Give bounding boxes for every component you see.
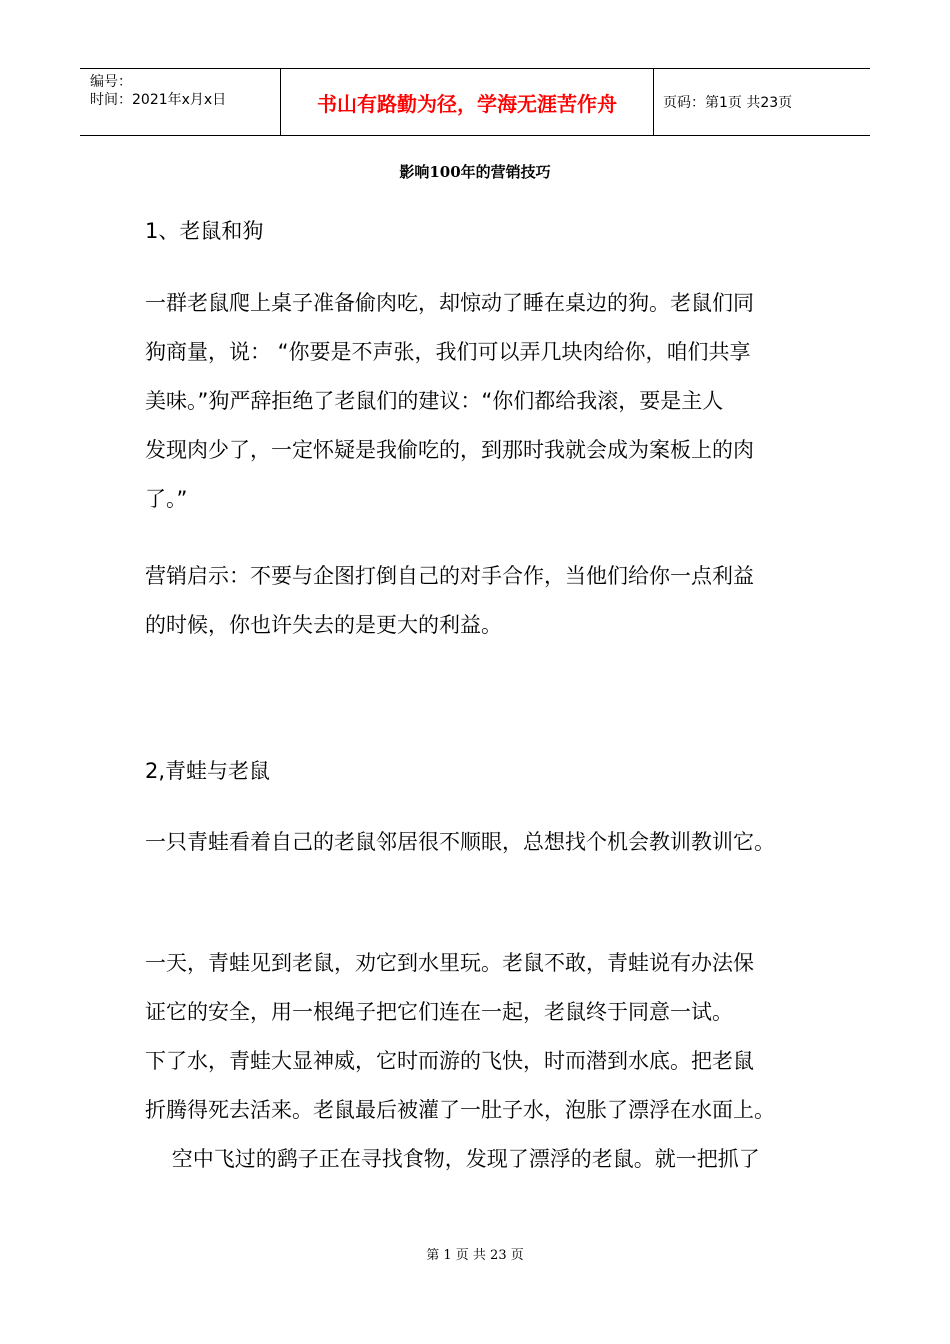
time-label: 时间：2021年x月x日 [90,92,227,108]
header-meta [80,69,281,135]
section-1-story [145,279,815,524]
story-line: 证它的安全，用一根绳子把它们连在一起，老鼠终于同意一试。 [145,1000,733,1024]
number-label: 编号： [90,74,132,90]
story-line: 空中飞过的鹞子正在寻找食物，发现了漂浮的老鼠。就一把抓了 [145,1147,760,1171]
insight-line: 的时候，你也许失去的是更大的利益。 [145,613,502,637]
story-line: 美味。”狗严辞拒绝了老鼠们的建议：“你们都给我滚，要是主人 [145,389,724,413]
page-footer: 第 1 页 共 23 页 [426,1248,524,1263]
story-line: 折腾得死去活来。老鼠最后被灌了一肚子水，泡胀了漂浮在水面上。 [145,1098,775,1122]
document-title: 影响100年的营销技巧 [399,163,551,181]
insight-line: 营销启示：不要与企图打倒自己的对手合作，当他们给你一点利益 [145,564,754,588]
header-motto: 书山有路勤为径，学海无涯苦作舟 [281,69,654,135]
story-line: 一群老鼠爬上桌子准备偷肉吃，却惊动了睡在桌边的狗。老鼠们同 [145,291,754,315]
section-2-intro [145,818,815,867]
section-2-story [145,939,815,1184]
intro-line: 一只青蛙看着自己的老鼠邻居很不顺眼，总想找个机会教训教训它。 [145,830,775,854]
story-line: 下了水，青蛙大显神威，它时而游的飞快，时而潜到水底。把老鼠 [145,1049,754,1073]
header-page-info: 页码：第1页 共23页 [663,95,793,111]
section-2-heading: 2,青蛙与老鼠 [145,759,271,783]
section-1-insight [145,552,815,650]
story-line: 一天，青蛙见到老鼠，劝它到水里玩。老鼠不敢，青蛙说有办法保 [145,951,754,975]
page-header [80,68,870,136]
story-line: 发现肉少了，一定怀疑是我偷吃的，到那时我就会成为案板上的肉 [145,438,754,462]
section-1-heading: 1、老鼠和狗 [145,219,264,243]
story-line: 了。” [145,487,188,511]
story-line: 狗商量，说： “你要是不声张，我们可以弄几块肉给你，咱们共享 [145,340,751,364]
